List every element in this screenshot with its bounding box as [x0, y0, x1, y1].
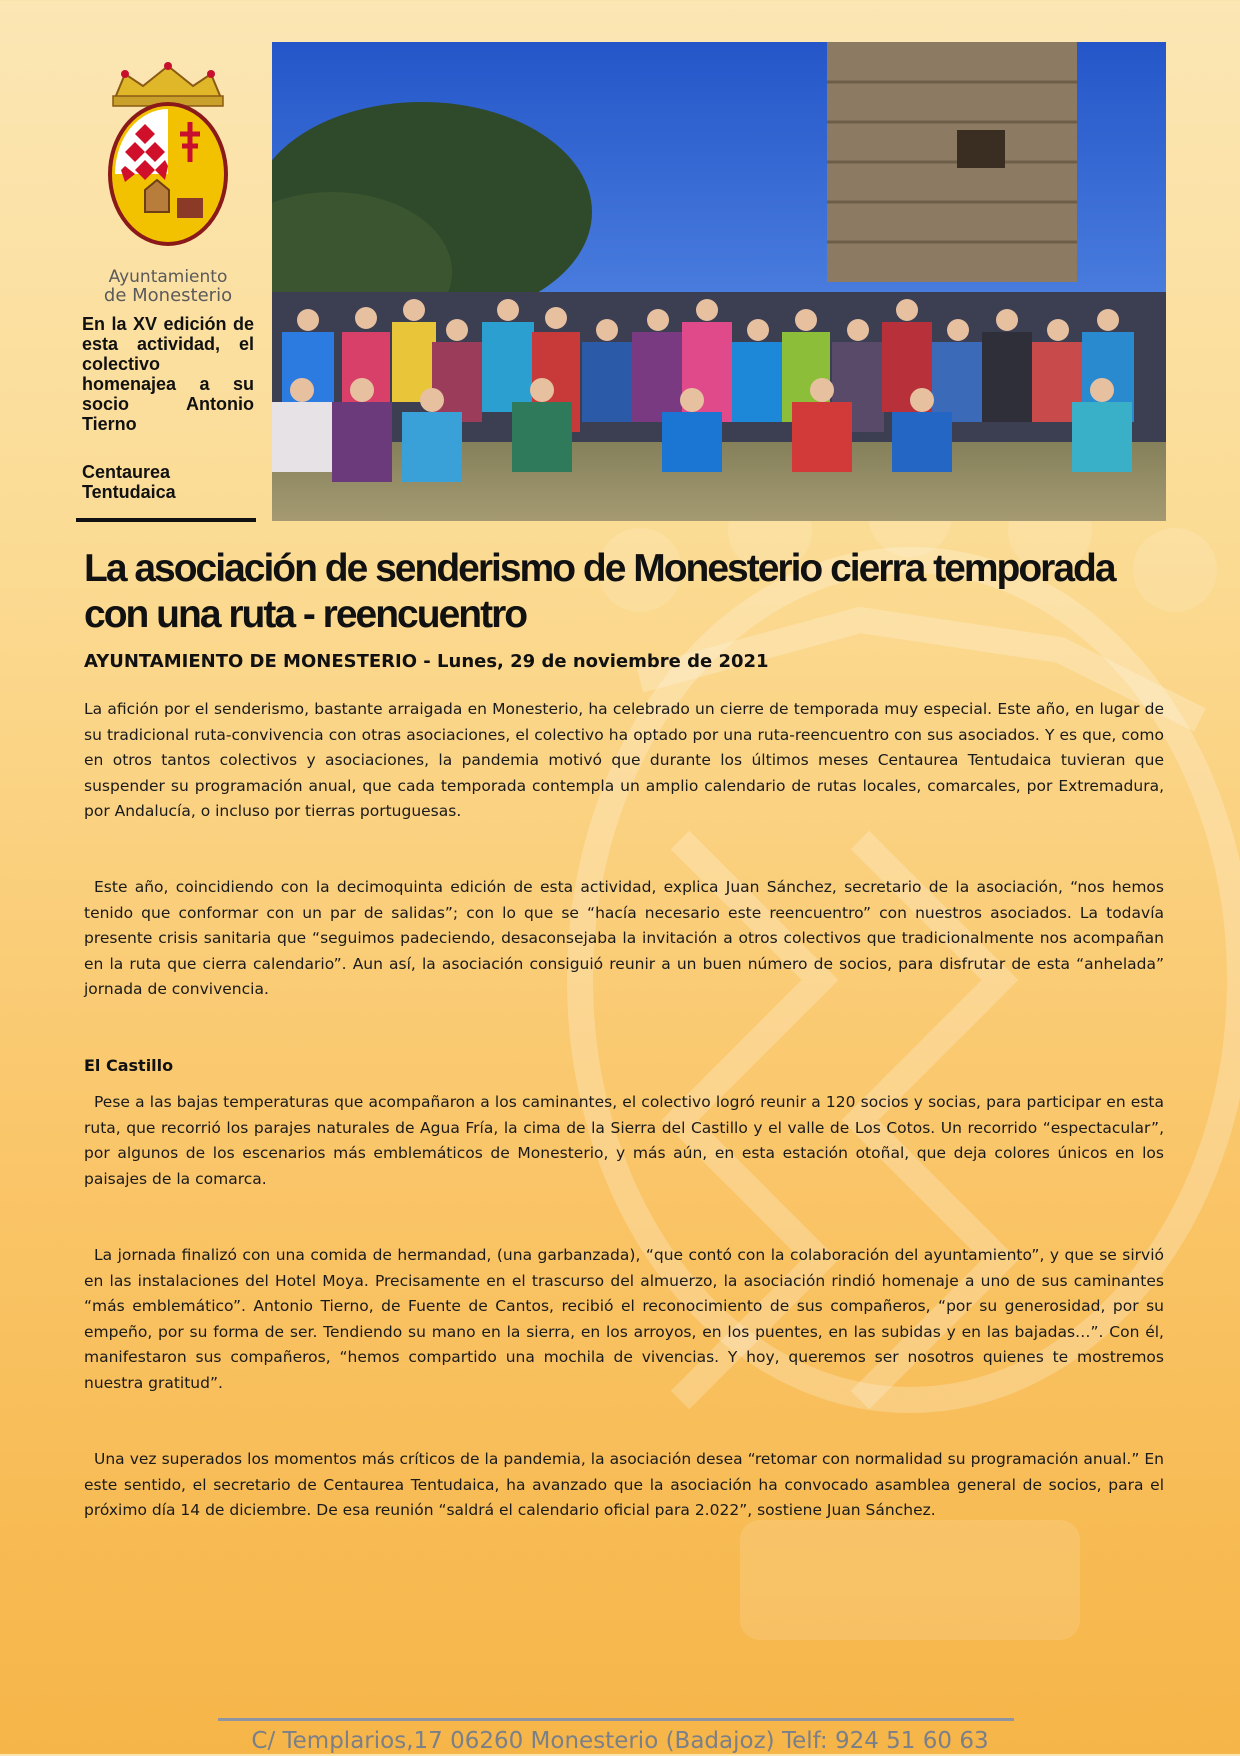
group-photo [272, 42, 1166, 521]
paragraph-2: Este año, coincidiendo con la decimoquinta edición de esta actividad, explica Juan Sánchez, secretario de la asociación, “nos hemos tenido que conformar con un par de salidas”; con lo que se “hacía necesario este reencuentro” con nuestros asociados. La todavía presente crisis sanitaria que “seguimos padeciendo, desaconsejaba la invitación a otros colectivos que tradicionalmente nos acompañan en la ruta que cierra calendario”. Aun así, la asociación consiguió reunir a un buen número de socios, para disfrutar de esta “anhelada” jornada de convivencia. [84, 878, 1164, 998]
section-subheading: El Castillo [84, 1056, 174, 1075]
article-headline: La asociación de senderismo de Monesterio cierra temporada con una ruta - reencuentro [84, 547, 1115, 636]
coat-of-arms-icon [95, 62, 241, 262]
footer-address: C/ Templarios,17 06260 Monesterio (Badajoz) Telf: 924 51 60 63 [251, 1728, 989, 1754]
article-byline: AYUNTAMIENTO DE MONESTERIO - Lunes, 29 de noviembre de 2021 [84, 651, 769, 672]
paragraph-4: La jornada finalizó con una comida de hermandad, (una garbanzada), “que contó con la colaboración del ayuntamiento”, y que se sirvió en las instalaciones del Hotel Moya. Precisamente en el trascurso del almuerzo, la asociación rindió homenaje a uno de sus caminantes “más emblemático”. Antonio Tierno, de Fuente de Cantos, recibió el reconocimiento de sus compañeros, “por su generosidad, por su empeño, por su forma de ser. Tendiendo su mano en la sierra, en los arroyos, en los puentes, en las subidas y en las bajadas…”. Con él, manifestaron sus compañeros, “hemos compartido una mochila de vivencias. Y hoy, queremos ser nosotros quienes te mostremos nuestra gratitud”. [84, 1246, 1164, 1392]
footer-divider [218, 1718, 1014, 1721]
photo-caption: En la XV edición de esta actividad, el colectivo homenajea a su socio Antonio Tierno [82, 314, 254, 434]
paragraph-1: La afición por el senderismo, bastante arraigada en Monesterio, ha celebrado un cierre de temporada muy especial. Este año, en lugar de su tradicional ruta-convivencia con otras asociaciones, el colectivo ha optado por una ruta-reencuentro con sus asociados. Y es que, como en otros tantos colectivos y asociaciones, la pandemia motivó que durante los últimos meses Centaurea Tentudaica tuvieran que suspender su programación anual, que cada temporada contempla un amplio calendario de rutas locales, comarcales, por Extremadura, por Andalucía, o incluso por tierras portuguesas. [84, 700, 1164, 820]
ayuntamiento-logo [95, 62, 241, 312]
logo-text-line-2: de Monesterio [103, 285, 233, 306]
paragraph-5: Una vez superados los momentos más críticos de la pandemia, la asociación desea “retomar con normalidad su programación anual.” En este sentido, el secretario de Centaurea Tentudaica, ha avanzado que la asociación ha convocado asamblea general de socios, para el próximo día 14 de diciembre. De esa reunión “saldrá el calendario oficial para 2.022”, sostiene Juan Sánchez. [84, 1450, 1164, 1519]
logo-text-line-1: Ayuntamiento [108, 267, 228, 287]
paragraph-3: Pese a las bajas temperaturas que acompañaron a los caminantes, el colectivo logró reunir a 120 socios y socias, para participar en esta ruta, que recorrió los parajes naturales de Agua Fría, la cima de la Sierra del Castillo y el valle de Los Cotos. Un recorrido “espectacular”, por algunos de los escenarios más emblemáticos de Monesterio, y más aún, en esta estación otoñal, que deja colores únicos en los paisajes de la comarca. [84, 1093, 1164, 1188]
sidebar-divider [76, 518, 256, 522]
photo-credit: Centaurea Tentudaica [82, 462, 176, 502]
